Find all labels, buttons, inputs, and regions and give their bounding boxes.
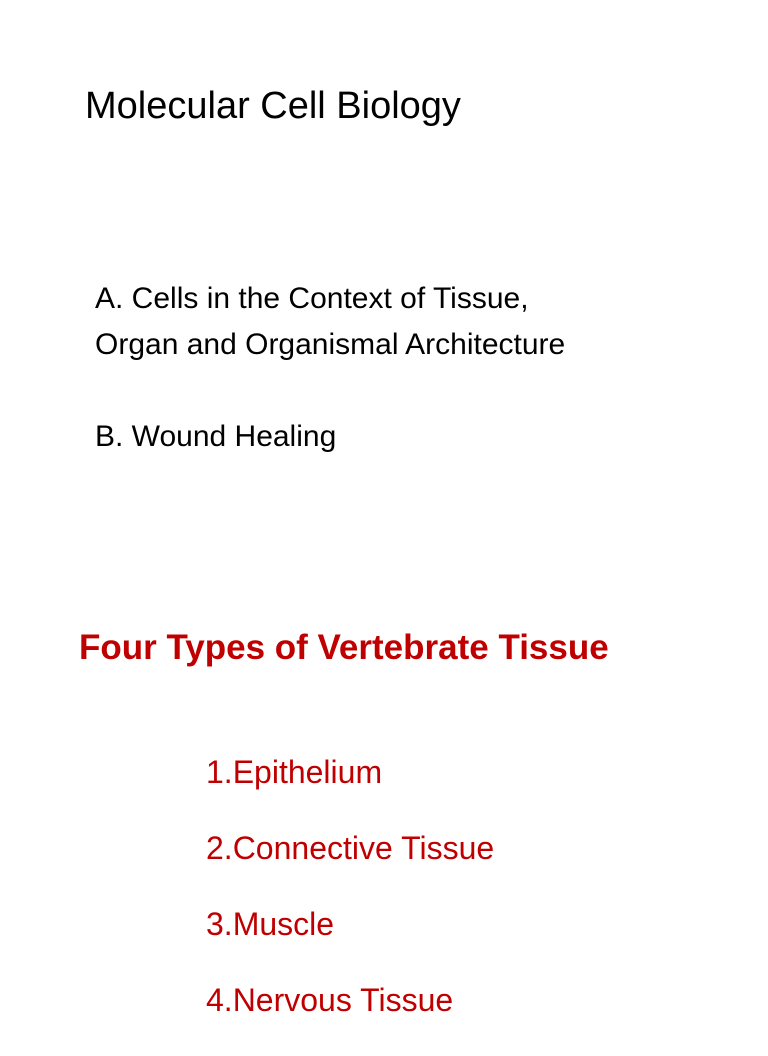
tissue-item-epithelium: 1.Epithelium xyxy=(206,754,383,790)
slide-vertebrate-tissue xyxy=(0,580,768,1024)
tissue-item-connective: 2.Connective Tissue xyxy=(206,830,495,866)
tissue-item-muscle: 3.Muscle xyxy=(206,906,335,942)
topic-a-line-2: Organ and Organismal Architecture xyxy=(95,328,566,361)
tissue-list xyxy=(206,752,494,1056)
section-heading: Four Types of Vertebrate Tissue xyxy=(79,628,609,667)
topic-a-line-1: A. Cells in the Context of Tissue, xyxy=(95,282,529,315)
topic-b: B. Wound Healing xyxy=(95,420,337,453)
topic-a xyxy=(95,276,565,368)
slide-title: Molecular Cell Biology xyxy=(85,85,461,127)
tissue-item-nervous: 4.Nervous Tissue xyxy=(206,982,454,1018)
